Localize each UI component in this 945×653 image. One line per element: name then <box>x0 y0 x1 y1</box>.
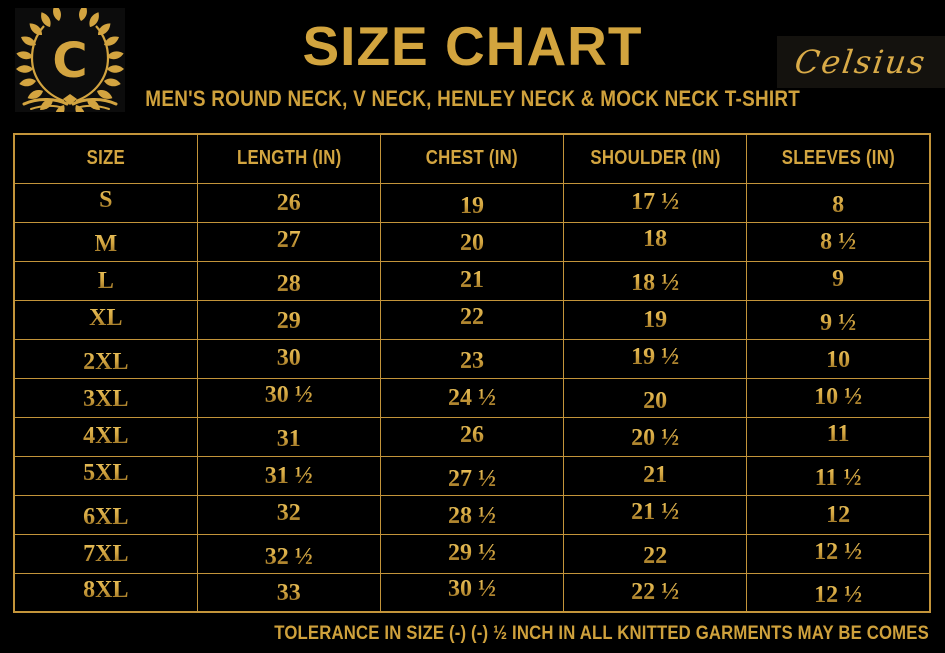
measurement-cell: 32 ½ <box>197 534 380 573</box>
measurement-cell: 22 ½ <box>564 573 747 612</box>
tolerance-note: TOLERANCE IN SIZE (-) (-) ½ INCH IN ALL KNITTED GARMENTS MAY BE COMES <box>274 623 929 644</box>
table-row <box>14 300 930 339</box>
size-table-wrap <box>13 133 931 611</box>
measurement-cell: 8 ½ <box>747 222 930 261</box>
measurement-cell: 10 ½ <box>747 378 930 417</box>
size-table-body <box>14 183 930 612</box>
measurement-cell: 20 ½ <box>564 417 747 456</box>
size-table-header-row <box>14 134 930 183</box>
table-row <box>14 378 930 417</box>
size-label-cell: M <box>14 222 197 261</box>
measurement-cell: 18 ½ <box>564 261 747 300</box>
measurement-cell: 29 ½ <box>380 534 563 573</box>
measurement-cell: 12 ½ <box>747 534 930 573</box>
measurement-cell: 19 ½ <box>564 339 747 378</box>
measurement-cell: 32 <box>197 495 380 534</box>
size-label-cell: 2XL <box>14 339 197 378</box>
measurement-cell: 31 <box>197 417 380 456</box>
measurement-cell: 30 ½ <box>380 573 563 612</box>
size-label-cell: 4XL <box>14 417 197 456</box>
size-label-cell: 7XL <box>14 534 197 573</box>
measurement-cell: 22 <box>564 534 747 573</box>
column-header: CHEST (IN) <box>380 134 563 183</box>
measurement-cell: 24 ½ <box>380 378 563 417</box>
measurement-cell: 30 ½ <box>197 378 380 417</box>
size-label-cell: 5XL <box>14 456 197 495</box>
measurement-cell: 19 <box>564 300 747 339</box>
table-row <box>14 573 930 612</box>
measurement-cell: 17 ½ <box>564 183 747 222</box>
size-table-head <box>14 134 930 183</box>
brand-name: Celsius <box>792 43 930 81</box>
subtitle-wrap <box>0 86 945 112</box>
table-row <box>14 495 930 534</box>
size-table <box>13 133 931 613</box>
measurement-cell: 29 <box>197 300 380 339</box>
measurement-cell: 27 <box>197 222 380 261</box>
table-row <box>14 339 930 378</box>
measurement-cell: 33 <box>197 573 380 612</box>
size-label-cell: 3XL <box>14 378 197 417</box>
column-header: SLEEVES (IN) <box>747 134 930 183</box>
size-label-cell: 8XL <box>14 573 197 612</box>
measurement-cell: 21 <box>564 456 747 495</box>
measurement-cell: 28 <box>197 261 380 300</box>
measurement-cell: 21 <box>380 261 563 300</box>
table-row <box>14 261 930 300</box>
measurement-cell: 12 <box>747 495 930 534</box>
measurement-cell: 19 <box>380 183 563 222</box>
table-row <box>14 222 930 261</box>
footer-note-wrap <box>185 622 929 646</box>
page-title: SIZE CHART <box>302 15 643 77</box>
measurement-cell: 12 ½ <box>747 573 930 612</box>
measurement-cell: 8 <box>747 183 930 222</box>
table-row <box>14 456 930 495</box>
column-header: SIZE <box>14 134 197 183</box>
measurement-cell: 18 <box>564 222 747 261</box>
measurement-cell: 31 ½ <box>197 456 380 495</box>
measurement-cell: 20 <box>380 222 563 261</box>
measurement-cell: 22 <box>380 300 563 339</box>
measurement-cell: 23 <box>380 339 563 378</box>
page-subtitle: MEN'S ROUND NECK, V NECK, HENLEY NECK & MOCK NECK T-SHIRT <box>145 86 800 111</box>
measurement-cell: 20 <box>564 378 747 417</box>
logo-letter: C <box>52 33 88 89</box>
column-header: LENGTH (IN) <box>197 134 380 183</box>
size-label-cell: XL <box>14 300 197 339</box>
measurement-cell: 30 <box>197 339 380 378</box>
table-row <box>14 417 930 456</box>
table-row <box>14 183 930 222</box>
measurement-cell: 9 ½ <box>747 300 930 339</box>
size-label-cell: 6XL <box>14 495 197 534</box>
measurement-cell: 21 ½ <box>564 495 747 534</box>
measurement-cell: 11 <box>747 417 930 456</box>
measurement-cell: 10 <box>747 339 930 378</box>
size-label-cell: S <box>14 183 197 222</box>
measurement-cell: 9 <box>747 261 930 300</box>
brand-name-box <box>777 36 945 88</box>
size-label-cell: L <box>14 261 197 300</box>
measurement-cell: 26 <box>380 417 563 456</box>
column-header: SHOULDER (IN) <box>564 134 747 183</box>
measurement-cell: 27 ½ <box>380 456 563 495</box>
measurement-cell: 26 <box>197 183 380 222</box>
measurement-cell: 11 ½ <box>747 456 930 495</box>
table-row <box>14 534 930 573</box>
measurement-cell: 28 ½ <box>380 495 563 534</box>
